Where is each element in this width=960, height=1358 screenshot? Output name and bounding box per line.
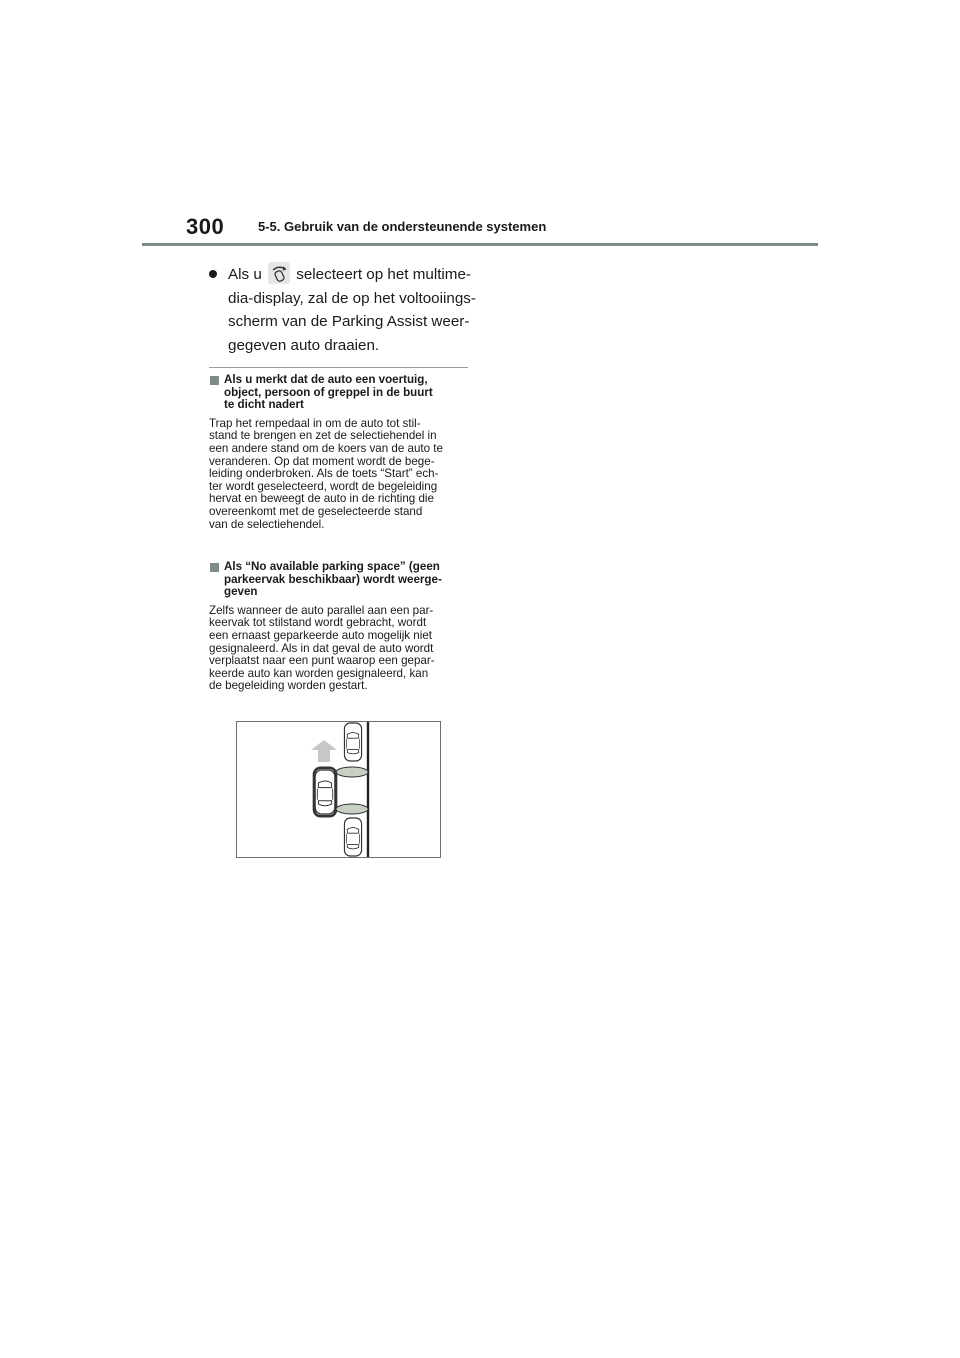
body-line: hervat en beweegt de auto in de richting die: [209, 492, 434, 506]
bullet-line: dia-display, zal de op het voltooiings-: [228, 289, 476, 307]
header-rule: [142, 243, 818, 246]
body-line: stand te brengen en zet de selectiehendel in: [209, 429, 437, 443]
body-line: overeenkomt met de geselecteerde stand: [209, 504, 423, 518]
heading-line: Als u merkt dat de auto een voertuig,: [224, 373, 428, 386]
body-line: een ernaast geparkeerde auto mogelijk niet: [209, 628, 433, 642]
square-bullet-icon: [210, 376, 219, 385]
own-car-icon: [314, 768, 336, 816]
section-title: 5-5. Gebruik van de ondersteunende systemen: [258, 219, 547, 234]
body-line: van de selectiehendel.: [209, 517, 325, 531]
heading-line: Als “No available parking space” (geen: [224, 560, 440, 573]
note-heading: [209, 561, 471, 599]
note-heading: [209, 374, 471, 412]
body-line: verplaatst naar een punt waarop een gepar-: [209, 654, 435, 668]
bullet-item: [209, 262, 479, 357]
bullet-line-part: selecteert op het multime-: [296, 266, 471, 283]
body-line: de begeleiding worden gestart.: [209, 679, 368, 693]
bullet-line: scherm van de Parking Assist weer-: [228, 313, 470, 330]
body-line: veranderen. Op dat moment wordt de bege-: [209, 454, 435, 468]
page-number: 300: [186, 214, 225, 239]
body-line: keerde auto kan worden gesignaleerd, kan: [209, 666, 429, 680]
sensor-zone-icon: [336, 804, 368, 814]
note-body: [209, 605, 471, 693]
heading-line: object, persoon of greppel in de buurt: [224, 385, 433, 399]
rotate-car-icon: [268, 262, 290, 284]
body-line: Zelfs wanneer de auto parallel aan een par-: [209, 603, 434, 617]
note-no-space: [209, 374, 471, 531]
square-bullet-icon: [210, 563, 219, 572]
heading-line: geven: [224, 585, 258, 599]
body-line: ter wordt geselecteerd, wordt de begeleiding: [209, 479, 438, 493]
parking-diagram: [237, 722, 440, 857]
heading-line: parkeervak beschikbaar) wordt weerge-: [224, 572, 442, 586]
bullet-line: gegeven auto draaien.: [228, 336, 380, 354]
parked-car-icon: [344, 723, 361, 761]
forward-arrow-icon: [311, 740, 337, 762]
heading-line: te dicht nadert: [224, 398, 304, 412]
bullet-dot: [209, 270, 217, 278]
body-line: een andere stand om de koers van de auto te: [209, 441, 443, 455]
body-line: leiding onderbroken. Als de toets “Start” ech-: [209, 467, 439, 481]
bullet-line: [228, 262, 479, 287]
parking-figure: [236, 721, 441, 858]
body-line: Trap het rempedaal in om de auto tot stil-: [209, 416, 421, 430]
body-line: keervak tot stilstand wordt gebracht, wordt: [209, 616, 427, 630]
bullet-text: [228, 262, 479, 357]
note-no-available: [209, 561, 471, 693]
note-body: [209, 418, 471, 531]
bullet-line-part: Als u: [228, 266, 262, 283]
section-rule: [209, 367, 468, 368]
body-line: gesignaleerd. Als in dat geval de auto wordt: [209, 641, 434, 655]
parked-car-icon: [344, 818, 361, 856]
sensor-zone-icon: [336, 767, 368, 777]
